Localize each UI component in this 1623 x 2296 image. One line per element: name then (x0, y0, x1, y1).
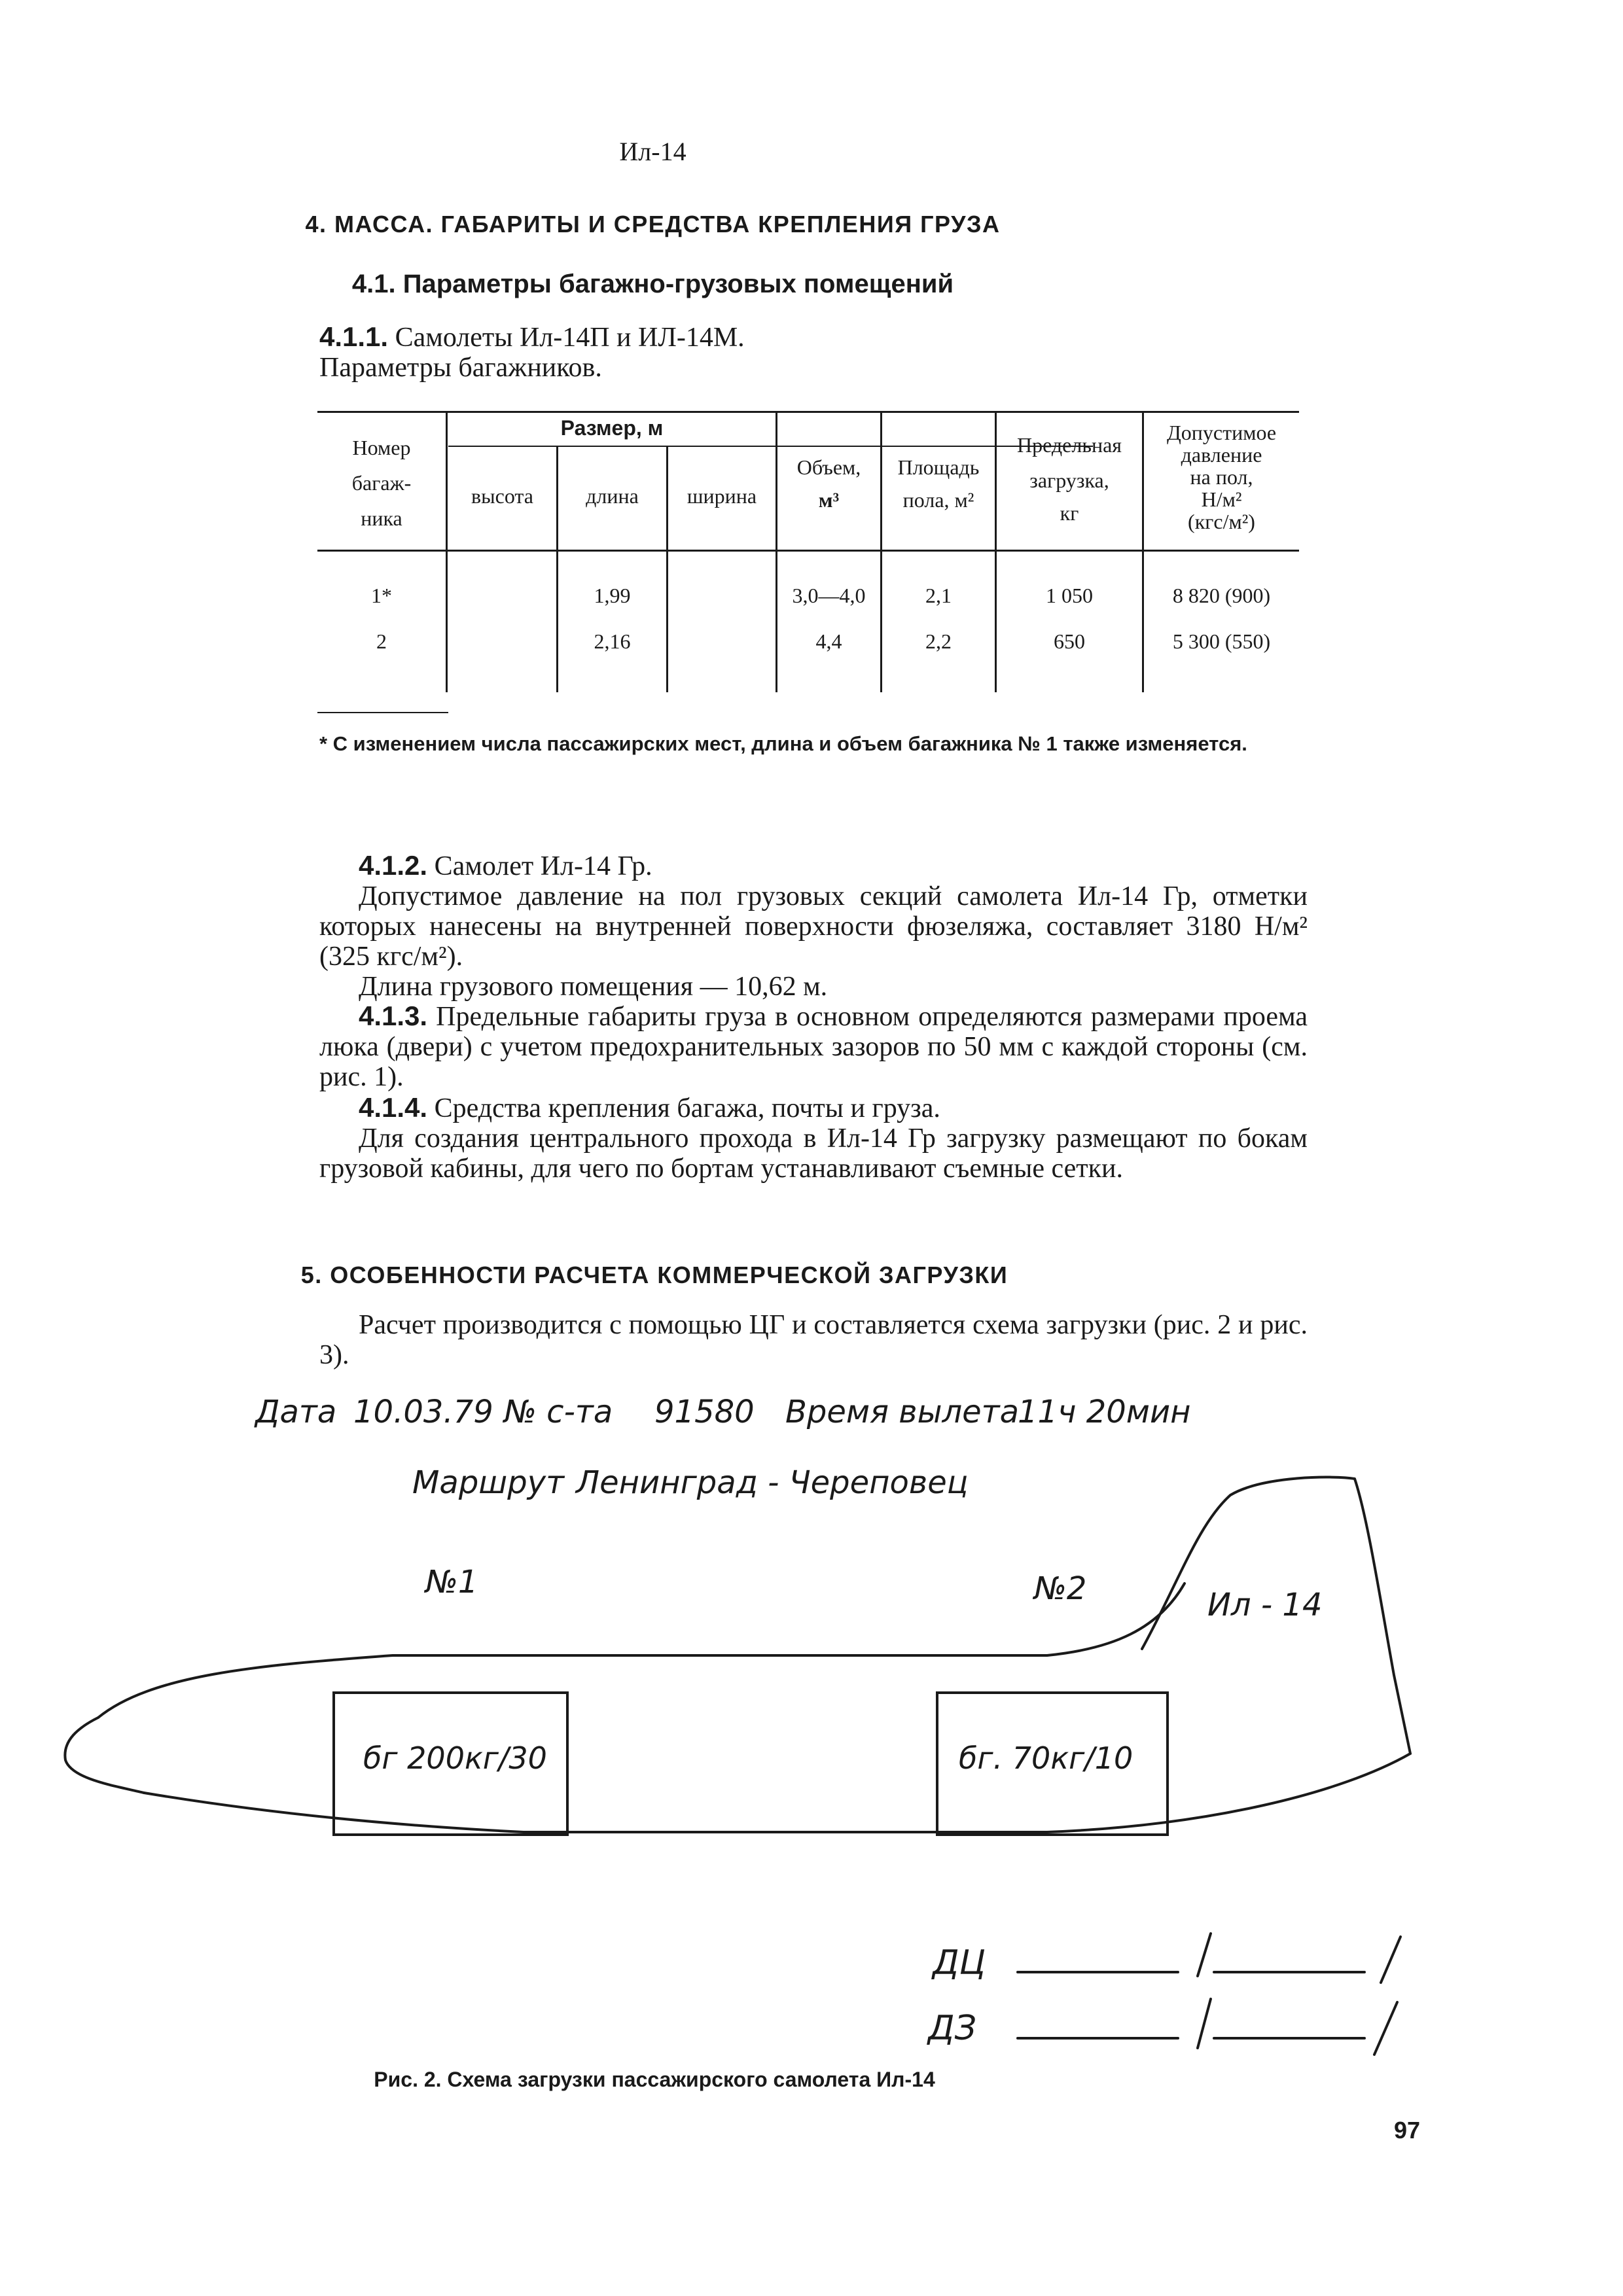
page-number: 97 (1394, 2117, 1421, 2144)
header-area: Площадь пола, м² (897, 455, 980, 512)
header-width: ширина (687, 484, 757, 508)
dc-label: ДЦ (933, 1943, 986, 1983)
hold-2-label: №2 (1034, 1570, 1087, 1607)
dc-slash-2 (1381, 1937, 1400, 1983)
table-cell: 1 050 (1046, 584, 1093, 607)
paragraph-text: Длина грузового помещения — 10,62 м. (359, 972, 828, 1002)
paragraph-number: 4.1.1. (319, 321, 389, 352)
paragraph-text: Параметры багажников. (319, 353, 602, 383)
header-size-group: Размер, м (560, 416, 664, 440)
section-5-text: Расчет производится с помощью ЦГ и составляется схема загрузки (рис. 2 и рис. 3). (319, 1310, 1308, 1370)
table-cell: 1,99 (594, 584, 631, 607)
paragraph-number: 4.1.2. (359, 850, 428, 881)
paragraph-text: Самолет Ил-14 Гр. (434, 851, 652, 881)
dc-slash-1 (1198, 1934, 1211, 1976)
table-cell: 3,0—4,0 (792, 584, 866, 607)
header-height: высота (471, 484, 533, 508)
table-cell: 8 820 (900) (1172, 584, 1271, 607)
table-cell: 2,16 (594, 629, 631, 653)
paragraph-number: 4.1.3. (359, 1000, 428, 1031)
section-4-title: 4. МАССА. ГАБАРИТЫ И СРЕДСТВА КРЕПЛЕНИЯ ГРУЗА (305, 211, 1001, 238)
paragraph-text: Предельные габариты груза в основном определяются размерами проема люка (двери) с учетом предохранительных зазоров по 50 мм с каждой стороны (см. рис. 1). (319, 1002, 1308, 1092)
table-footnote: * С изменением числа пассажирских мест, длина и объем багажника № 1 также изменяется. (319, 732, 1247, 755)
table-cell: 2,1 (925, 584, 952, 607)
header-pressure: Допустимое давление на пол, Н/м² (кгс/м²) (1166, 421, 1277, 533)
nose-cone (65, 1718, 144, 1793)
flight-label: № с-та (504, 1394, 613, 1430)
table-cell: 650 (1054, 629, 1085, 653)
aircraft-label: Ил - 14 (1207, 1587, 1323, 1623)
header-length: длина (586, 484, 639, 508)
route-value: Ленинград - Череповец (576, 1464, 969, 1501)
section-5-title: 5. ОСОБЕННОСТИ РАСЧЕТА КОММЕРЧЕСКОЙ ЗАГРУЗКИ (300, 1262, 1008, 1288)
table-cell: 2 (376, 629, 387, 653)
route-label: Маршрут (412, 1464, 565, 1501)
table-cell: 2,2 (925, 629, 952, 653)
paragraph-text: Допустимое давление на пол грузовых секций самолета Ил-14 Гр, отметки которых нанесены на внутренней поверхности фюзеляжа, составляет 3180 Н/м² (325 кгс/м²). (319, 881, 1308, 972)
departure-value: 11ч 20мин (1018, 1394, 1191, 1430)
date-label: Дата (255, 1394, 337, 1430)
departure-label: Время вылета (785, 1394, 1020, 1430)
header-number: Номер багаж- ника (351, 436, 412, 530)
hold-1-label: №1 (425, 1564, 478, 1600)
flight-value: 91580 (654, 1394, 755, 1430)
dz-slash-1 (1198, 1999, 1211, 2048)
hold-2-content: бг. 70кг/10 (959, 1740, 1133, 1776)
table-cell: 5 300 (550) (1172, 629, 1271, 653)
figure-caption: Рис. 2. Схема загрузки пассажирского самолета Ил-14 (374, 2068, 935, 2091)
paragraph-text: Для создания центрального прохода в Ил-14 Гр загрузку размещают по бокам грузовой кабины, для чего по бортам устанавливают съемные сетки. (319, 1123, 1308, 1184)
fuselage-top (98, 1583, 1185, 1718)
header-volume: Объем, м³ (796, 455, 861, 512)
hold-1-content: бг 200кг/30 (363, 1740, 547, 1776)
paragraph-number: 4.1.4. (359, 1092, 428, 1123)
header-max-load: Предельная загрузка, кг (1017, 433, 1122, 525)
paragraph-text: Средства крепления багажа, почты и груза. (434, 1093, 940, 1123)
table-cell: 4,4 (815, 629, 842, 653)
table-cell: 1* (371, 584, 392, 607)
section-4-1-title: 4.1. Параметры багажно-грузовых помещений (351, 270, 954, 298)
dz-slash-2 (1374, 2002, 1397, 2055)
date-value: 10.03.79 (353, 1394, 493, 1430)
paragraph-text: Самолеты Ил-14П и ИЛ-14М. (395, 323, 745, 353)
tail-fin (1142, 1477, 1410, 1754)
running-head: Ил-14 (619, 137, 687, 166)
dz-label: ДЗ (928, 2009, 976, 2048)
